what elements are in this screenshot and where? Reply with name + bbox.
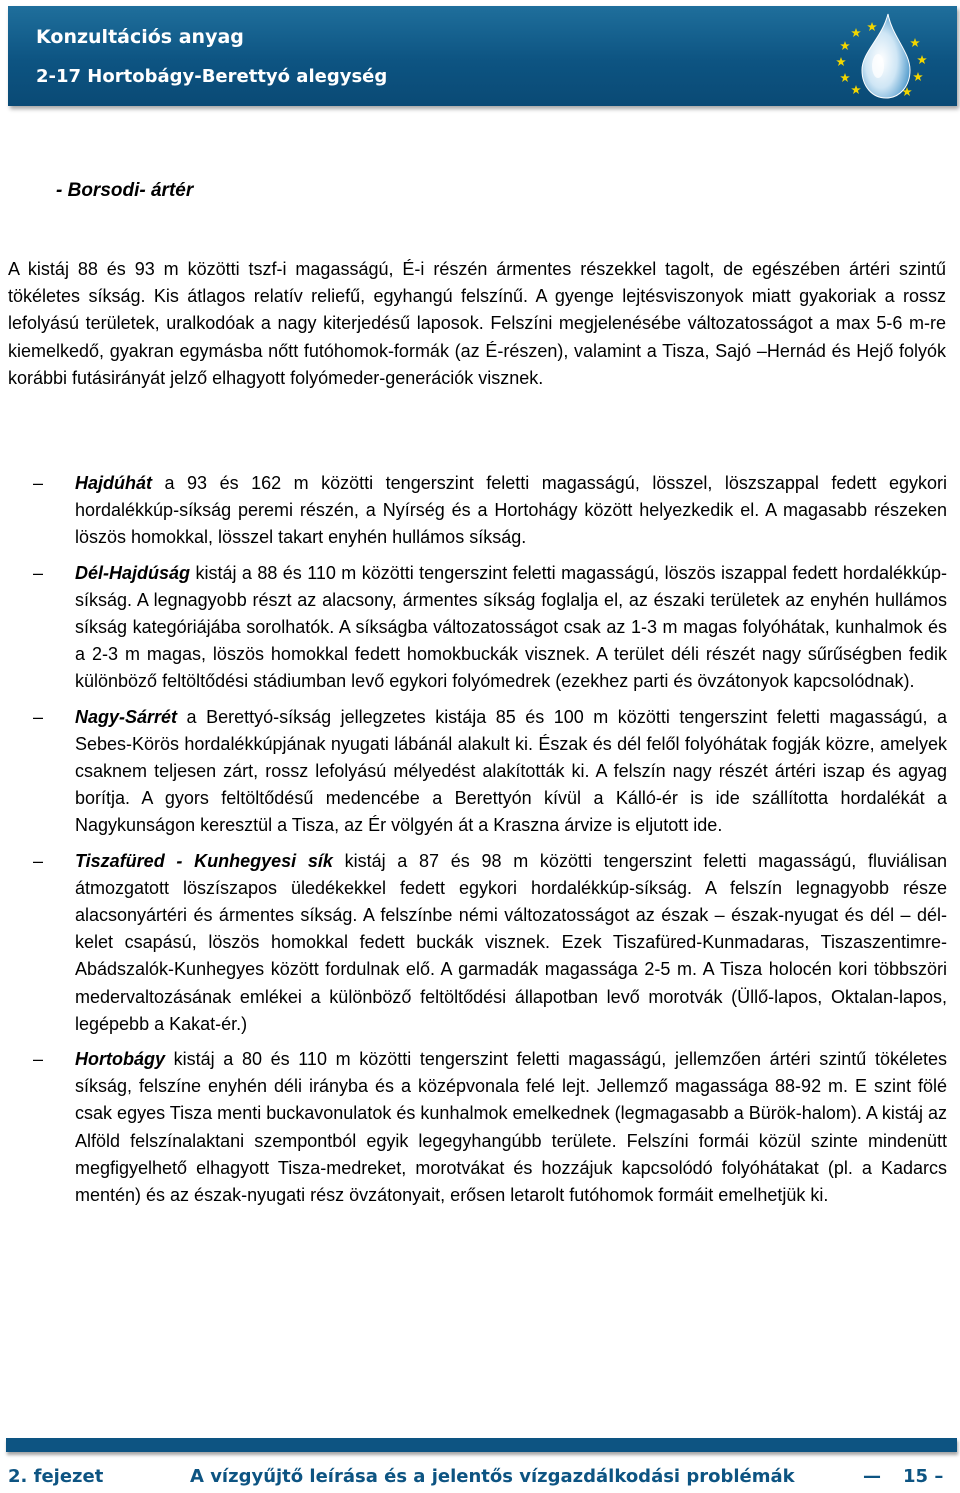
item-text: a 93 és 162 m közötti tengerszint feletti magasságú, lösszel, löszszappal fedett egykori hordalékkúp-síkság peremi részén, a Nyírség és a Hortohágy között helyezkedik el. A magasabb részeken löszös homokkal, lösszel takart enyhén hullámos síkság. [75,473,947,548]
page-footer [8,1466,944,1490]
page-number: 15 – [903,1466,944,1487]
item-term: Hortobágy [75,1049,165,1070]
list-item [0,704,947,840]
header-title: Konzultációs anyag [36,26,244,48]
dash-bullet: – [33,706,44,727]
item-text: kistáj a 80 és 110 m közötti tengerszint feletti magasságú, jellemzően ártéri szintű tökéletes síkság, felszíne enyhén déli irányba és a középvonala felé lejt. Jellemző magassága 88-92 m. E szint fölé csak egyes Tisza menti buckavonulatok és kunhalmok emelkednek (legmagasabb a Bürök-halom). A kistáj az Alföld felszínalaktani szempontból egyik legegyhangúbb területe. Felszíni formái közül szinte mindenütt megfigyelhető elhagyott Tisza-medreket, morotvákat és hozzájuk kapcsolódó folyóhátakat (pl. a Kadarcs mentén) és az észak-nyugati rész övzátonyait, erősen letarolt futóhomok formáit emelhetjük ki. [75,1049,947,1206]
item-term: Nagy-Sárrét [75,706,178,727]
item-text: kistáj a 88 és 110 m közötti tengerszint feletti magasságú, löszös iszappal fedett hordalékkúp-síkság. A legnagyobb részt az alacsony, ármentes síkság foglalja el, az északi területek az enyhén hullámos síkság kategóriájába sorolhatók. A síkságba változatosságot csak az 1-3 m magas folyóhátak, kunhalmok és a 2-3 m magas, löszös homokkal fedett homokbuckák visznek. A terület déli részét nagy sűrűségben fedik különböző feltöltődési stádiumban levő egykori folyómedrek (ezekhez parti és övzátonyok kapcsolódnak). [75,562,947,692]
footer-bar [6,1438,957,1452]
item-term: Hajdúhát [75,473,153,493]
item-text: kistáj a 87 és 98 m közötti tengerszint feletti magasságú, fluviálisan átmozgatott löszíszapos üledékekkel fedett egykori hordalékkúp-síkság. A felszín legnagyobb része alacsonyártéri és ármentes síkság. A felszínbe némi változatosságot az észak – észak-nyugat és dél – dél-kelet csapású, löszös homokkal fedett buckák visznek. Ezek Tiszafüred-Kunmadaras, Tiszaszentimre-Abádszalók-Kunhegyes között fordulnak elő. A garmadák magassága 2-5 m. A Tisza holocén kori többszöri medervaltozásának emlékei a különböző feltöltődési állapotban levő morotvák (Üllő-lapos, Oktalan-lapos, legépebb a Kakat-ér.) [75,850,947,1034]
list-item [0,848,947,1038]
dash-bullet: – [33,1049,44,1070]
item-term: Tiszafüred - Kunhegyesi sík [75,850,333,871]
page-header [8,6,957,106]
section-heading: - Borsodi- ártér [56,180,194,201]
item-text: a Berettyó-síkság jellegzetes kistája 85 és 100 m közötti tengerszint feletti magasságú, a Sebes-Körös hordalékkúpjának nyugati lábánál alakult ki. Észak és dél felől folyóhátak fogják közre, amelyek csaknem teljesen zárt, rossz lefolyású mélyedést alakították ki. A felszín nagy részét ártéri iszap és agyag borítja. A gyors feltöltődésű medencébe a Berettyón kívül a Kálló-ér is ide szállította hordalékát a Nagykunságon keresztül a Tisza, az Ér völgyén át a Kraszna árvize is eljutott ide. [75,706,947,836]
list-item [0,1046,947,1209]
list-item [0,470,947,552]
landscape-list [0,470,960,1209]
footer-title: A vízgyűjtő leírása és a jelentős vízgazdálkodási problémák [190,1466,795,1487]
dash-bullet: – [33,562,44,583]
water-drop-eu-stars-logo-icon [810,8,950,104]
list-item [0,560,947,696]
footer-divider [6,1438,957,1456]
footer-chapter: 2. fejezet [8,1466,104,1487]
item-term: Dél-Hajdúság [75,562,191,583]
dash-bullet: – [33,473,44,493]
intro-paragraph: A kistáj 88 és 93 m közötti tszf-i magasságú, É-i részén ármentes részekkel tagolt, de egészében ártéri szintű tökéletes síkság. Kis átlagos relatív reliefű, egyhangú felszínű. A gyenge lejtésviszonyok miatt gyakoriak a rossz lefolyású területek, uralkodóak a nagy kiterjedésű laposok. Felszíni megjelenésébe változatosságot a max 5-6 m-re kiemelkedő, gyakran egymásba nőtt futóhomok-formák (az É-részen), valamint a Tisza, Sajó –Hernád és Hejő folyók korábbi futásirányát jelző elhagyott folyómeder-generációk visznek. [8,259,946,388]
dash-bullet: – [33,850,44,871]
header-subtitle: 2-17 Hortobágy-Berettyó alegység [36,66,388,87]
footer-dash: — [863,1466,881,1487]
